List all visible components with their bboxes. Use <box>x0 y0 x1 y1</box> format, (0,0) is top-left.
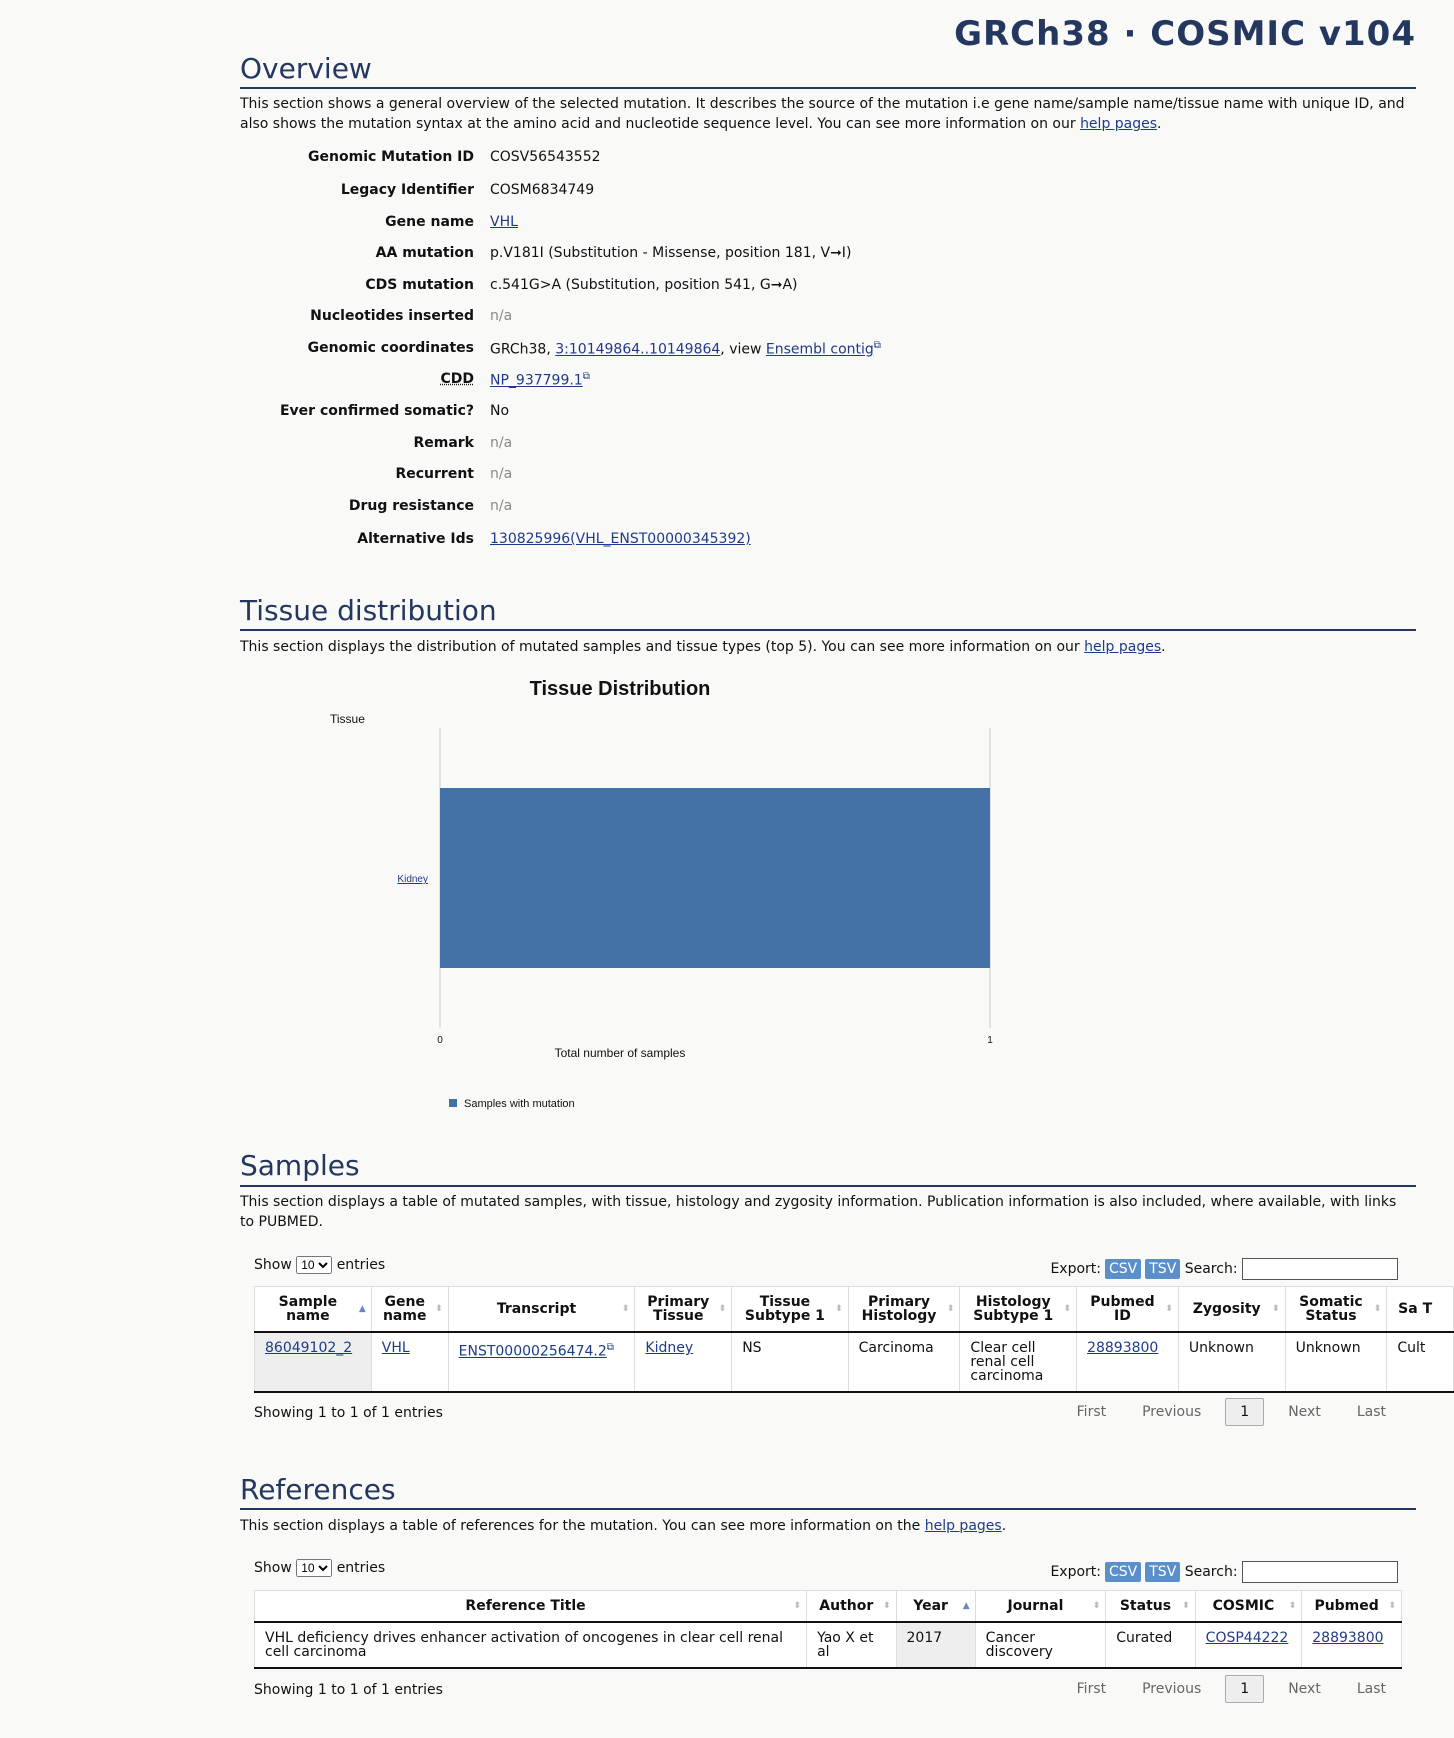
legacy-identifier-value: COSM6834749 <box>490 182 595 198</box>
overview-description-line-1: This section shows a general overview of the selected mutation. It describes the source of the mutation i.e gene name/sample name/tissue name with unique ID, and <box>240 96 1405 112</box>
row-label: Genomic coordinates <box>307 340 474 356</box>
first-page-button[interactable]: First <box>1076 1681 1107 1697</box>
entries-label: entries <box>336 1257 386 1273</box>
column-label: Author <box>819 1598 874 1614</box>
cell-transcript <box>448 1332 635 1392</box>
overview-description <box>240 94 1416 134</box>
pubmed-link[interactable]: 28893800 <box>1087 1340 1159 1356</box>
overview-description-text: also shows the mutation syntax at the amino acid and nucleotide sequence level. You can see more information on our <box>240 116 1081 132</box>
sort-icon: ⬍ <box>835 1304 843 1314</box>
sort-icon: ⬍ <box>1388 1601 1396 1611</box>
cell-sample-type: Cult <box>1387 1332 1454 1392</box>
current-page-button[interactable]: 1 <box>1225 1675 1264 1703</box>
references-description: This section displays a table of references for the mutation. You can see more information on the help pages. <box>240 1518 1007 1534</box>
ever-confirmed-somatic-value: No <box>490 403 510 419</box>
previous-page-button[interactable]: Previous <box>1142 1681 1202 1697</box>
cell-gene-name <box>371 1332 448 1392</box>
tsv-export-button[interactable]: TSV <box>1145 1259 1180 1279</box>
references-divider <box>240 1508 1416 1510</box>
external-link-icon: ⧉ <box>873 340 881 351</box>
sort-icon: ⬍ <box>1272 1304 1280 1314</box>
column-journal[interactable] <box>975 1591 1106 1623</box>
row-label: AA mutation <box>375 245 474 261</box>
column-histology-subtype[interactable] <box>960 1287 1077 1333</box>
genomic-mutation-id-value: COSV56543552 <box>490 149 601 165</box>
sample-name-link[interactable]: 86049102_2 <box>265 1340 353 1356</box>
search-label: Search: <box>1184 1564 1238 1580</box>
samples-table <box>254 1286 1454 1393</box>
build-version-title: GRCh38 · COSMIC v104 <box>954 14 1416 54</box>
legend-label: Samples with mutation <box>464 1098 575 1110</box>
column-label: Primary Tissue <box>647 1294 710 1324</box>
samples-divider <box>240 1185 1416 1187</box>
sort-asc-icon: ▲ <box>962 1601 970 1611</box>
column-label: Tissue Subtype 1 <box>744 1294 825 1324</box>
cell-cosmic <box>1195 1622 1302 1668</box>
column-label: Histology Subtype 1 <box>973 1294 1054 1324</box>
overview-row-recurrent <box>240 466 1340 490</box>
column-label: Transcript <box>496 1301 577 1317</box>
sort-icon: ⬍ <box>1063 1304 1072 1314</box>
column-label: Pubmed <box>1314 1598 1379 1614</box>
chart-title: Tissue Distribution <box>529 678 711 700</box>
view-text: , view <box>720 341 766 358</box>
overview-row-cds-mutation <box>240 277 1340 301</box>
sort-icon: ⬍ <box>718 1304 727 1314</box>
sort-icon: ⬍ <box>1092 1601 1101 1611</box>
samples-info: Showing 1 to 1 of 1 entries <box>254 1405 443 1421</box>
column-label: Somatic Status <box>1299 1294 1363 1324</box>
overview-row-genomic-mutation-id <box>240 149 1340 173</box>
column-author[interactable] <box>807 1591 896 1623</box>
sort-icon: ⬍ <box>1288 1601 1297 1611</box>
overview-row-aa-mutation <box>240 245 1340 269</box>
cell-author: Yao X et al <box>807 1622 896 1668</box>
overview-row-nucleotides-inserted <box>240 308 1340 332</box>
alternative-id-link[interactable]: 130825996(VHL_ENST00000345392) <box>490 531 751 547</box>
sort-asc-icon: ▲ <box>358 1304 366 1314</box>
legend-swatch <box>449 1099 457 1107</box>
table-header-row <box>255 1591 1402 1623</box>
category-label[interactable]: Kidney <box>397 874 428 885</box>
column-label: Journal <box>1007 1598 1064 1614</box>
column-sample-type[interactable] <box>1387 1287 1454 1333</box>
overview-row-gene-name <box>240 214 1340 238</box>
table-row <box>255 1622 1402 1668</box>
next-page-button[interactable]: Next <box>1288 1681 1321 1697</box>
drug-resistance-value: n/a <box>490 498 513 514</box>
sort-icon: ⬍ <box>435 1304 443 1314</box>
column-sample-name[interactable] <box>255 1287 372 1333</box>
samples-description-line-2: to PUBMED. <box>240 1214 323 1230</box>
references-info: Showing 1 to 1 of 1 entries <box>254 1682 443 1698</box>
overview-divider <box>240 87 1416 89</box>
current-page-button[interactable]: 1 <box>1225 1398 1264 1426</box>
samples-length-control <box>254 1256 385 1274</box>
cell-reference-title: VHL deficiency drives enhancer activation of oncogenes in clear cell renal cell carcinoma <box>255 1622 807 1668</box>
samples-description <box>240 1192 1416 1232</box>
tissue-divider <box>240 629 1416 631</box>
chart-plot-area <box>397 728 993 1046</box>
overview-help-link[interactable]: help pages <box>1080 116 1158 132</box>
x-tick-label: 0 <box>437 1035 443 1046</box>
column-cosmic[interactable] <box>1195 1591 1302 1623</box>
column-transcript[interactable] <box>448 1287 635 1333</box>
cell-sample-name <box>255 1332 372 1392</box>
last-page-button[interactable]: Last <box>1356 1681 1386 1697</box>
assembly-text: GRCh38, <box>490 341 556 358</box>
remark-value: n/a <box>490 435 513 451</box>
row-label: Recurrent <box>395 466 474 482</box>
csv-export-button[interactable]: CSV <box>1105 1562 1141 1582</box>
cosmic-study-link[interactable]: COSP44222 <box>1205 1630 1289 1646</box>
row-label: Legacy Identifier <box>340 182 474 198</box>
samples-heading: Samples <box>240 1149 360 1182</box>
column-label: Sample name <box>278 1294 338 1324</box>
overview-row-cdd <box>240 371 1340 395</box>
sort-icon: ⬍ <box>882 1601 891 1611</box>
cell-somatic-status: Unknown <box>1285 1332 1387 1392</box>
chart-x-axis-label: Total number of samples <box>554 1046 686 1060</box>
row-label: Ever confirmed somatic? <box>279 403 474 419</box>
cell-histology-subtype: Clear cell renal cell carcinoma <box>960 1332 1077 1392</box>
references-help-link[interactable]: help pages <box>924 1518 1002 1534</box>
sort-icon: ⬍ <box>1373 1304 1382 1314</box>
cell-year: 2017 <box>896 1622 975 1668</box>
row-label: Nucleotides inserted <box>310 308 474 324</box>
column-tissue-subtype[interactable] <box>732 1287 848 1333</box>
column-label: Primary Histology <box>861 1294 937 1324</box>
column-label: Pubmed ID <box>1090 1294 1155 1324</box>
column-primary-histology[interactable] <box>848 1287 960 1333</box>
overview-heading: Overview <box>240 52 372 85</box>
external-link-icon: ⧉ <box>582 371 590 382</box>
csv-export-button[interactable]: CSV <box>1105 1259 1141 1279</box>
gene-link[interactable]: VHL <box>381 1340 410 1356</box>
overview-row-alternative-ids <box>240 531 1340 555</box>
cell-pubmed <box>1302 1622 1402 1668</box>
row-label: CDD <box>440 371 474 387</box>
column-pubmed-id[interactable] <box>1077 1287 1179 1333</box>
first-page-button[interactable]: First <box>1076 1404 1107 1420</box>
cell-primary-tissue <box>635 1332 732 1392</box>
bar-kidney <box>440 788 990 968</box>
sort-icon: ⬍ <box>1182 1601 1190 1611</box>
recurrent-value: n/a <box>490 466 513 482</box>
genomic-coordinates-value <box>490 340 881 358</box>
tissue-description-text: This section displays the distribution of mutated samples and tissue types (top 5). You can see more information on our <box>240 639 1085 655</box>
column-zygosity[interactable] <box>1178 1287 1285 1333</box>
references-search-input[interactable] <box>1242 1561 1398 1583</box>
column-primary-tissue[interactable] <box>635 1287 732 1333</box>
cell-pubmed-id <box>1077 1332 1179 1392</box>
samples-export-search <box>1050 1258 1398 1280</box>
export-label: Export: <box>1050 1261 1101 1277</box>
table-row <box>255 1332 1454 1392</box>
tsv-export-button[interactable]: TSV <box>1145 1562 1180 1582</box>
cell-status: Curated <box>1106 1622 1195 1668</box>
search-label: Search: <box>1184 1261 1238 1277</box>
pubmed-link[interactable]: 28893800 <box>1312 1630 1384 1646</box>
column-label: Zygosity <box>1192 1301 1261 1317</box>
overview-row-legacy-identifier <box>240 182 1340 206</box>
overview-row-genomic-coordinates <box>240 340 1340 364</box>
samples-description-line-1: This section displays a table of mutated samples, with tissue, histology and zygosity information. Publication information is also included, where available, with links <box>240 1194 1397 1210</box>
sort-icon: ⬍ <box>946 1304 955 1314</box>
column-label: Reference Title <box>465 1598 586 1614</box>
column-year[interactable] <box>896 1591 975 1623</box>
samples-entries-select[interactable] <box>296 1256 332 1274</box>
sort-icon: ⬍ <box>1165 1304 1173 1314</box>
cell-journal: Cancer discovery <box>975 1622 1106 1668</box>
next-page-button[interactable]: Next <box>1288 1404 1321 1420</box>
references-length-control <box>254 1559 385 1577</box>
tissue-distribution-heading: Tissue distribution <box>240 594 497 627</box>
sort-icon: ⬍ <box>793 1601 802 1611</box>
cell-primary-histology: Carcinoma <box>848 1332 960 1392</box>
overview-description-line-2: also shows the mutation syntax at the amino acid and nucleotide sequence level. You can see more information on our help pages. <box>240 116 1162 132</box>
table-header-row <box>255 1287 1454 1333</box>
cell-tissue-subtype: NS <box>732 1332 848 1392</box>
ensembl-contig-link[interactable]: Ensembl contig <box>765 341 874 358</box>
nucleotides-inserted-value: n/a <box>490 308 513 324</box>
cdd-value <box>490 371 590 389</box>
show-label: Show <box>254 1257 292 1273</box>
tissue-help-link[interactable]: help pages <box>1084 639 1162 655</box>
column-gene-name[interactable] <box>371 1287 448 1333</box>
row-label: Drug resistance <box>348 498 474 514</box>
cds-mutation-value: c.541G>A (Substitution, position 541, G➞A) <box>490 277 798 293</box>
entries-label: entries <box>336 1560 386 1576</box>
aa-mutation-value: p.V181I (Substitution - Missense, position 181, V➞I) <box>490 245 852 261</box>
last-page-button[interactable]: Last <box>1356 1404 1386 1420</box>
references-entries-select[interactable] <box>296 1559 332 1577</box>
row-label: CDS mutation <box>365 277 474 293</box>
row-label: Remark <box>413 435 474 451</box>
overview-row-remark <box>240 435 1340 459</box>
gene-name-link[interactable]: VHL <box>490 214 518 230</box>
column-label: Sa T <box>1398 1301 1433 1317</box>
references-table <box>254 1590 1402 1669</box>
references-description-text: This section displays a table of references for the mutation. You can see more information on the <box>240 1518 925 1534</box>
overview-row-drug-resistance <box>240 498 1340 522</box>
overview-row-ever-confirmed-somatic <box>240 403 1340 427</box>
row-label: Alternative Ids <box>357 531 474 547</box>
previous-page-button[interactable]: Previous <box>1142 1404 1202 1420</box>
samples-pagination <box>1053 1398 1398 1426</box>
column-label: COSMIC <box>1212 1598 1275 1614</box>
samples-search-input[interactable] <box>1242 1258 1398 1280</box>
cell-zygosity: Unknown <box>1178 1332 1285 1392</box>
coordinates-link[interactable]: 3:10149864..10149864 <box>555 341 721 358</box>
column-status[interactable] <box>1106 1591 1195 1623</box>
transcript-link[interactable]: ENST00000256474.2 <box>458 1343 607 1360</box>
chart-y-axis-label: Tissue <box>330 712 365 726</box>
cdd-link[interactable]: NP_937799.1 <box>490 372 583 389</box>
row-label: Genomic Mutation ID <box>308 149 474 165</box>
tissue-description: This section displays the distribution of mutated samples and tissue types (top 5). You can see more information on our help pages. <box>240 639 1166 655</box>
references-heading: References <box>240 1473 396 1506</box>
column-reference-title[interactable] <box>255 1591 807 1623</box>
x-tick-label: 1 <box>987 1035 993 1046</box>
column-somatic-status[interactable] <box>1285 1287 1387 1333</box>
external-link-icon: ⧉ <box>606 1342 614 1353</box>
column-label: Year <box>913 1598 948 1614</box>
references-export-search <box>1050 1561 1398 1583</box>
references-pagination <box>1053 1675 1398 1703</box>
column-pubmed[interactable] <box>1302 1591 1402 1623</box>
sort-icon: ⬍ <box>621 1304 630 1314</box>
row-label: Gene name <box>385 214 474 230</box>
show-label: Show <box>254 1560 292 1576</box>
column-label: Status <box>1119 1598 1172 1614</box>
tissue-distribution-chart <box>300 668 1060 1118</box>
tissue-link[interactable]: Kidney <box>645 1340 694 1356</box>
export-label: Export: <box>1050 1564 1101 1580</box>
column-label: Gene name <box>382 1294 427 1324</box>
